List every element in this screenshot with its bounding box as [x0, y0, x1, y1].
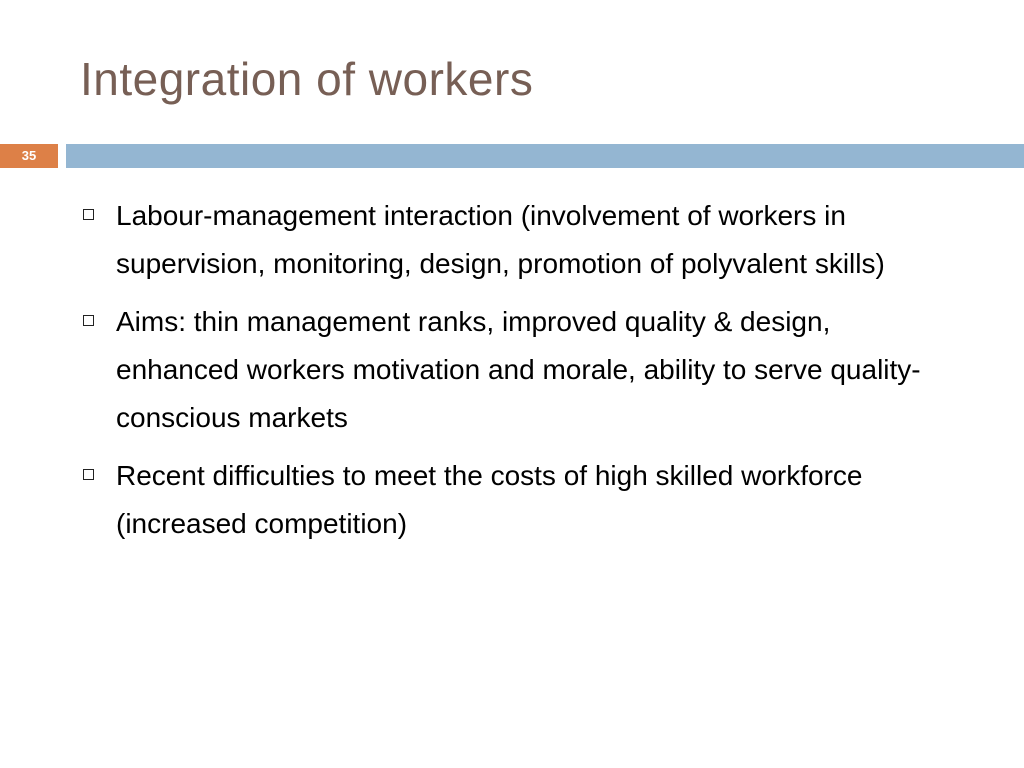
bullet-item [80, 192, 960, 288]
accent-bar [66, 144, 1024, 168]
square-bullet-icon [83, 469, 94, 480]
bullet-text: Recent difficulties to meet the costs of high skilled workforce (increased competition) [116, 460, 863, 539]
slide-title: Integration of workers [80, 53, 534, 105]
bullet-text: Aims: thin management ranks, improved quality & design, enhanced workers motivation and morale, ability to serve quality-conscious markets [116, 306, 921, 433]
square-bullet-icon [83, 315, 94, 326]
page-number-badge [0, 144, 58, 168]
page-number: 35 [21, 148, 37, 163]
bullet-item [80, 298, 960, 442]
square-bullet-icon [83, 209, 94, 220]
bullet-list [80, 192, 960, 558]
bullet-text: Labour-management interaction (involvement of workers in supervision, monitoring, design, promotion of polyvalent skills) [116, 200, 885, 279]
bullet-item [80, 452, 960, 548]
